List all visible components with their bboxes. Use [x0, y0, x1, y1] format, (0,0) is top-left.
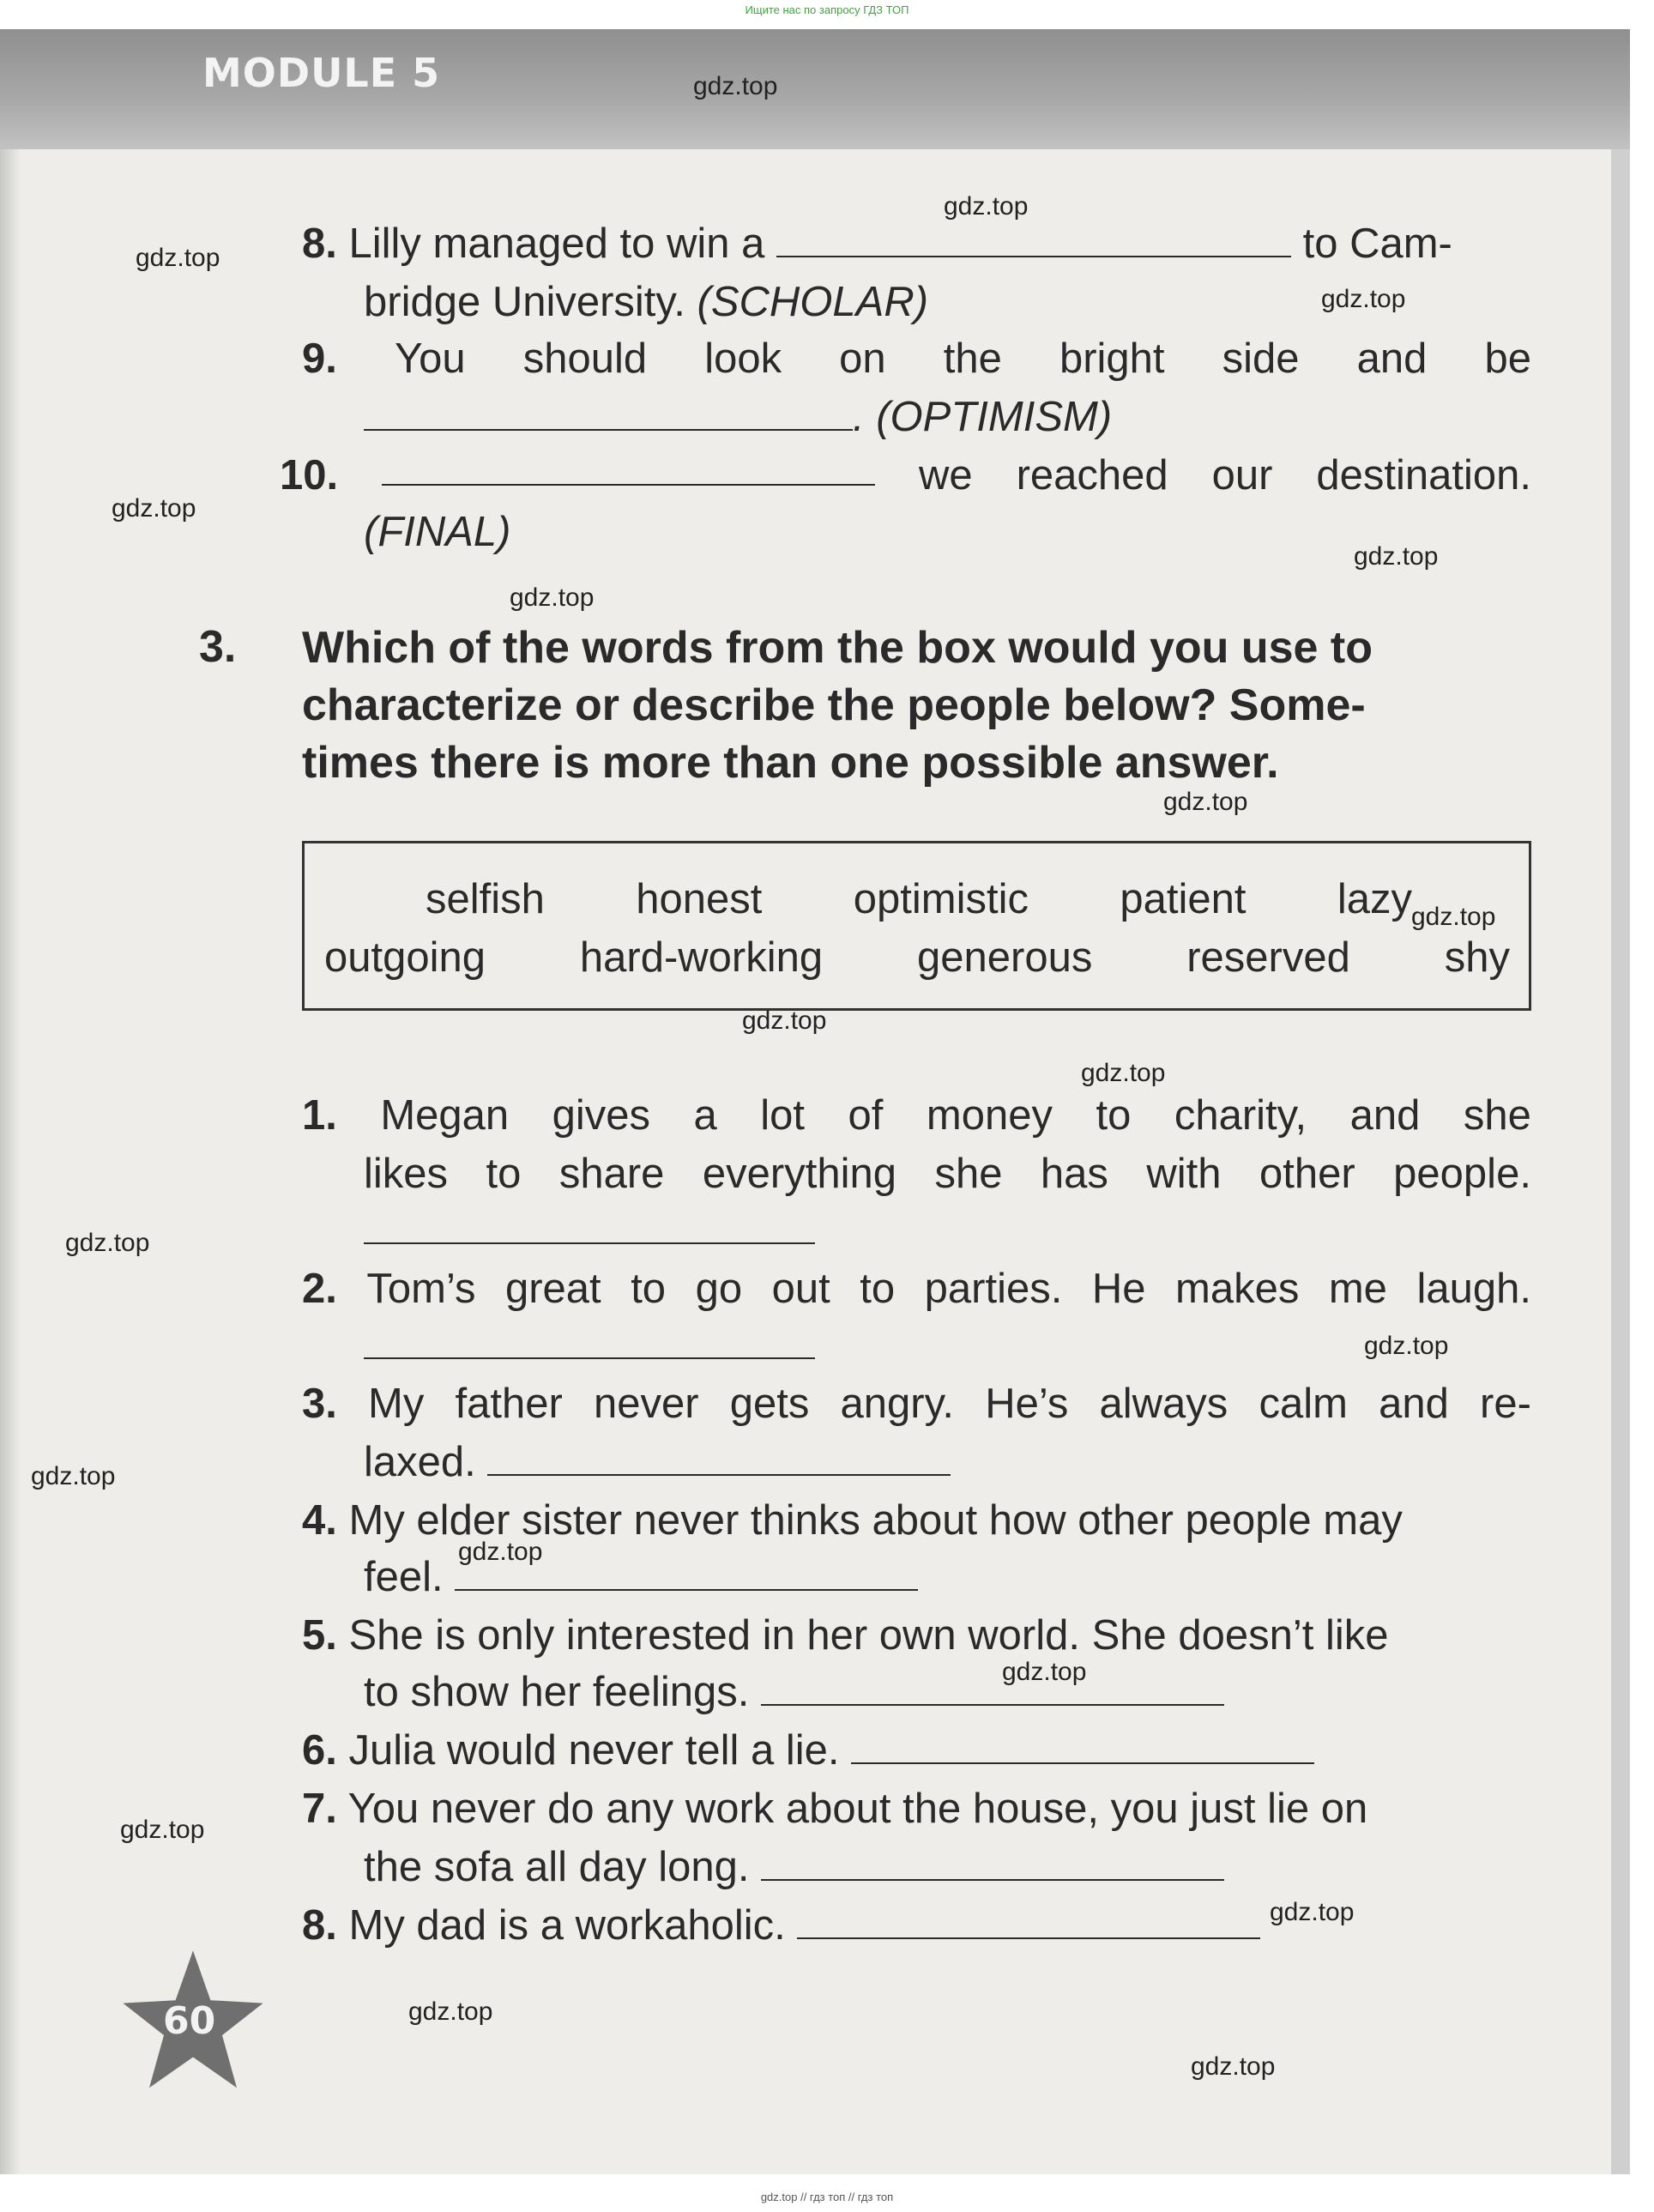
word: gives — [552, 1092, 651, 1139]
item-number: 3. — [302, 1381, 337, 1427]
answer-blank[interactable] — [761, 1670, 1224, 1706]
watermark: gdz.top — [1321, 285, 1406, 313]
answer-blank[interactable] — [851, 1728, 1314, 1764]
word: to — [1096, 1092, 1132, 1139]
watermark: gdz.top — [1270, 1898, 1355, 1926]
word-box-row-2 — [324, 934, 1510, 982]
word: share — [558, 1151, 665, 1197]
ex2-item-8-line1 — [302, 218, 1531, 269]
ex3-item-5-line1 — [302, 1610, 1389, 1661]
word: people. — [1393, 1151, 1531, 1197]
word: out — [771, 1266, 830, 1312]
item-number: 10. — [280, 452, 339, 499]
word: You — [394, 335, 466, 382]
word: go — [695, 1266, 743, 1312]
word: angry. — [840, 1381, 955, 1427]
box-word: generous — [917, 934, 1093, 981]
box-word: optimistic — [853, 876, 1029, 922]
word: gets — [729, 1381, 810, 1427]
item-text: You never do any work about the house, you just lie on — [347, 1786, 1368, 1832]
answer-blank[interactable] — [487, 1440, 951, 1476]
ex3-item-7-line1 — [302, 1783, 1367, 1834]
watermark: gdz.top — [136, 244, 220, 272]
exercise-3-number: 3. — [199, 622, 237, 672]
item-text: the sofa all day long. — [364, 1844, 750, 1890]
word: the — [943, 335, 1002, 382]
ex3-item-1-answer — [364, 1205, 815, 1256]
word-hint: . (OPTIMISM) — [853, 394, 1113, 440]
ex3-item-7-line2 — [364, 1841, 1224, 1893]
item-number: 7. — [302, 1786, 337, 1832]
word: father — [455, 1381, 563, 1427]
page-number: 60 — [163, 1999, 216, 2043]
word: My — [368, 1381, 425, 1427]
top-note: Ищите нас по запросу ГДЗ ТОП — [745, 3, 909, 16]
ex3-item-3-line2 — [364, 1436, 951, 1488]
item-text: Lilly managed to win a — [348, 221, 765, 267]
item-text: to show her feelings. — [364, 1669, 750, 1715]
word: has — [1040, 1151, 1108, 1197]
item-number: 1. — [302, 1092, 337, 1139]
word-hint: (FINAL) — [364, 509, 511, 555]
item-number: 2. — [302, 1266, 337, 1312]
ex3-item-4-line2 — [364, 1551, 918, 1603]
box-word: patient — [1120, 876, 1247, 922]
item-text: laxed. — [364, 1439, 476, 1485]
ex2-item-8-line2 — [364, 276, 928, 328]
item-text: She is only interested in her own world. She doesn’t like — [348, 1612, 1389, 1659]
item-text: My dad is a workaholic. — [348, 1902, 786, 1949]
word: He’s — [985, 1381, 1069, 1427]
answer-blank[interactable] — [382, 450, 875, 486]
word-box-row-1 — [426, 875, 1412, 923]
answer-blank[interactable] — [364, 1208, 815, 1244]
box-word: honest — [636, 876, 763, 922]
box-word: reserved — [1186, 934, 1350, 981]
ex2-item-9-line2 — [364, 391, 1112, 443]
word: to — [860, 1266, 896, 1312]
ex2-item-10-line1 — [280, 450, 1531, 501]
item-text: My elder sister never thinks about how other people may — [348, 1497, 1403, 1544]
watermark: gdz.top — [510, 583, 595, 612]
instruction-line: times there is more than one possible answer. — [302, 738, 1279, 788]
word: of — [848, 1092, 884, 1139]
word: great — [504, 1266, 601, 1312]
answer-blank[interactable] — [776, 221, 1291, 257]
watermark: gdz.top — [458, 1538, 543, 1566]
word: she — [934, 1151, 1003, 1197]
word: always — [1099, 1381, 1228, 1427]
word: never — [593, 1381, 699, 1427]
word: makes — [1175, 1266, 1300, 1312]
word: likes — [364, 1151, 449, 1197]
word: me — [1328, 1266, 1387, 1312]
word: Tom’s — [366, 1266, 476, 1312]
word-box — [302, 841, 1531, 1011]
item-text: bridge University. — [364, 279, 685, 325]
item-number: 5. — [302, 1612, 337, 1659]
box-word: selfish — [426, 876, 545, 922]
watermark: gdz.top — [1364, 1332, 1449, 1360]
ex3-item-1-line1 — [302, 1090, 1531, 1141]
watermark: gdz.top — [944, 192, 1029, 221]
word: our — [1211, 452, 1273, 499]
word: with — [1146, 1151, 1222, 1197]
box-word: lazy — [1337, 876, 1412, 922]
ex3-item-2-line1 — [302, 1263, 1531, 1315]
word: should — [522, 335, 648, 382]
answer-blank[interactable] — [797, 1903, 1260, 1939]
watermark: gdz.top — [1191, 2052, 1276, 2081]
item-number: 4. — [302, 1497, 337, 1544]
item-text: Julia would never tell a lie. — [348, 1727, 840, 1774]
word: Megan — [380, 1092, 510, 1139]
word: we — [919, 452, 973, 499]
watermark: gdz.top — [120, 1816, 205, 1844]
ex3-item-2-answer — [364, 1320, 815, 1371]
item-number: 8. — [302, 221, 337, 267]
answer-blank[interactable] — [761, 1845, 1224, 1881]
instruction-line: Which of the words from the box would you use to — [302, 623, 1373, 673]
item-number: 6. — [302, 1727, 337, 1774]
instruction-line: characterize or describe the people below? Some- — [302, 680, 1366, 730]
watermark: gdz.top — [31, 1462, 116, 1490]
word: lot — [760, 1092, 806, 1139]
word: to — [486, 1151, 522, 1197]
ex3-item-5-line2 — [364, 1666, 1224, 1718]
watermark: gdz.top — [1081, 1059, 1166, 1087]
ex3-item-8-line1 — [302, 1900, 1260, 1951]
ex2-item-9-line1 — [302, 333, 1531, 384]
item-text: feel. — [364, 1554, 444, 1600]
word: re- — [1480, 1381, 1531, 1427]
watermark: gdz.top — [742, 1006, 827, 1035]
word: parties. — [924, 1266, 1063, 1312]
word: be — [1484, 335, 1531, 382]
word: a — [693, 1092, 717, 1139]
word-hint: (SCHOLAR) — [697, 279, 929, 325]
word: reached — [1016, 452, 1168, 499]
page-gutter-shadow — [0, 29, 21, 2174]
ex3-item-6-line1 — [302, 1725, 1314, 1776]
watermark: gdz.top — [1002, 1658, 1087, 1686]
word: everything — [702, 1151, 896, 1197]
box-word: shy — [1444, 934, 1510, 981]
watermark: gdz.top — [112, 494, 196, 523]
word: bright — [1059, 335, 1165, 382]
word: she — [1463, 1092, 1531, 1139]
answer-blank[interactable] — [364, 395, 853, 431]
word: calm — [1259, 1381, 1348, 1427]
exercise-3-instruction — [302, 619, 1531, 792]
bottom-note: gdz.top // гдз топ // гдз топ — [760, 2191, 894, 2203]
item-number: 8. — [302, 1902, 337, 1949]
item-number: 9. — [302, 335, 337, 382]
watermark: gdz.top — [693, 72, 778, 100]
watermark: gdz.top — [65, 1229, 150, 1257]
ex3-item-3-line1 — [302, 1378, 1531, 1429]
watermark: gdz.top — [1411, 903, 1496, 931]
ex2-item-10-line2 — [364, 506, 511, 558]
word: to — [631, 1266, 667, 1312]
box-word: hard-working — [579, 934, 824, 981]
word: and — [1379, 1381, 1449, 1427]
word: charity, — [1174, 1092, 1307, 1139]
word: and — [1349, 1092, 1421, 1139]
watermark: gdz.top — [408, 1997, 493, 2026]
word: on — [839, 335, 886, 382]
watermark: gdz.top — [1354, 542, 1439, 571]
word: other — [1259, 1151, 1355, 1197]
watermark: gdz.top — [1163, 788, 1248, 816]
word: laugh. — [1416, 1266, 1531, 1312]
answer-blank[interactable] — [364, 1323, 815, 1359]
word: He — [1091, 1266, 1146, 1312]
module-title: MODULE 5 — [202, 50, 441, 96]
word: destination. — [1316, 452, 1531, 499]
item-text: to Cam- — [1302, 221, 1452, 267]
word: money — [926, 1092, 1053, 1139]
box-word: outgoing — [324, 934, 486, 981]
word: side — [1222, 335, 1300, 382]
word: and — [1356, 335, 1428, 382]
ex3-item-1-line2 — [364, 1148, 1531, 1200]
word: look — [704, 335, 782, 382]
